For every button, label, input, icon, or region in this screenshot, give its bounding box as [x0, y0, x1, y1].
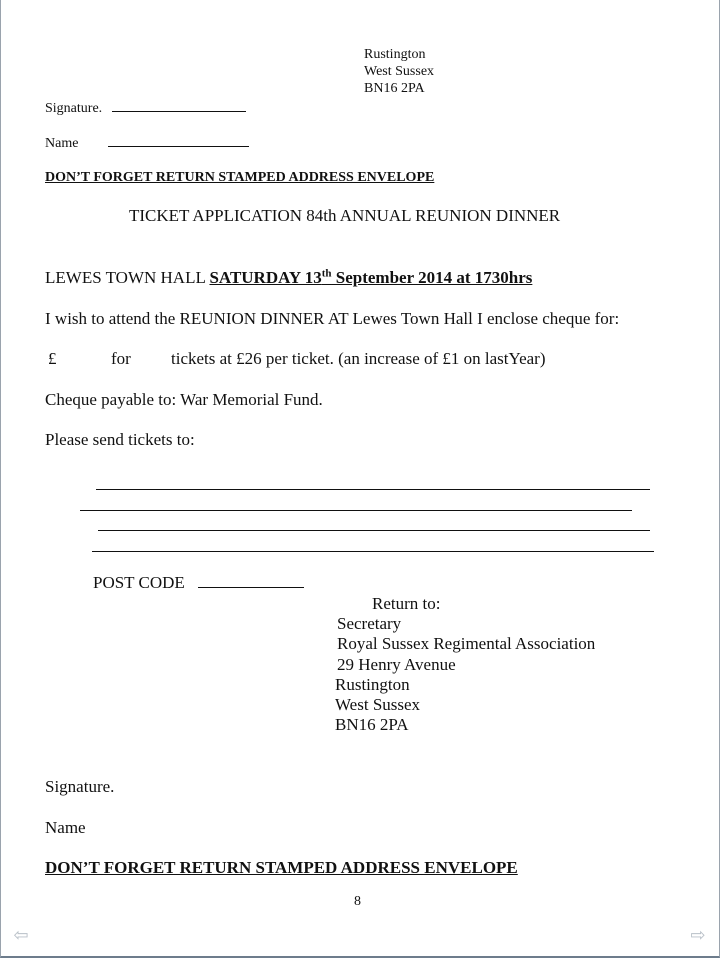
venue-day: SATURDAY 13	[209, 268, 322, 287]
right-arrow-icon: ⇨	[690, 925, 706, 946]
address-line-4	[92, 551, 654, 552]
return-line6: BN16 2PA	[335, 715, 409, 734]
top-address-line1: Rustington	[364, 47, 426, 62]
page-title: TICKET APPLICATION 84th ANNUAL REUNION DINNER	[129, 206, 561, 225]
top-address-line3: BN16 2PA	[364, 81, 425, 96]
address-line-1	[96, 489, 650, 490]
top-name-label: Name	[45, 136, 79, 151]
venue-prefix: LEWES TOWN HALL	[45, 268, 210, 287]
venue-ordinal: th	[321, 267, 332, 280]
return-line1: Secretary	[337, 614, 402, 633]
return-line2: Royal Sussex Regimental Association	[337, 634, 596, 653]
left-arrow-icon: ⇦	[13, 925, 29, 946]
postcode-field	[93, 573, 304, 593]
top-signature-line	[112, 99, 246, 112]
address-line-2	[80, 510, 632, 511]
send-tickets-text: Please send tickets to:	[45, 430, 195, 449]
top-name-field	[45, 134, 249, 152]
return-line4: Rustington	[335, 675, 410, 694]
postcode-label: POST CODE	[93, 573, 185, 592]
address-line-3	[98, 530, 650, 531]
bottom-name-label: Name	[45, 818, 86, 837]
next-page-button[interactable]	[688, 925, 708, 946]
top-signature-label: Signature.	[45, 101, 103, 116]
top-address-line2: West Sussex	[364, 64, 435, 79]
page-number: 8	[354, 894, 361, 909]
return-line3: 29 Henry Avenue	[337, 655, 456, 674]
bottom-signature-label: Signature.	[45, 777, 115, 796]
top-reminder: DON’T FORGET RETURN STAMPED ADDRESS ENVELOPE	[45, 170, 435, 185]
top-signature-field	[45, 99, 246, 117]
attend-text: I wish to attend the REUNION DINNER AT Lewes Town Hall I enclose cheque for:	[45, 309, 620, 328]
return-label: Return to:	[372, 594, 441, 613]
venue-rest: September 2014 at 1730hrs	[331, 268, 533, 287]
venue-line	[45, 268, 532, 288]
postcode-line	[198, 575, 304, 588]
bottom-reminder: DON’T FORGET RETURN STAMPED ADDRESS ENVELOPE	[45, 858, 518, 877]
pound-sign: £	[48, 349, 57, 368]
return-line5: West Sussex	[335, 695, 421, 714]
tickets-text: tickets at £26 per ticket. (an increase of £1 on lastYear)	[171, 349, 546, 368]
top-name-line	[108, 134, 249, 147]
for-word: for	[111, 349, 131, 368]
venue-date	[209, 268, 532, 287]
prev-page-button[interactable]	[11, 925, 31, 946]
cheque-text: Cheque payable to: War Memorial Fund.	[45, 390, 323, 409]
